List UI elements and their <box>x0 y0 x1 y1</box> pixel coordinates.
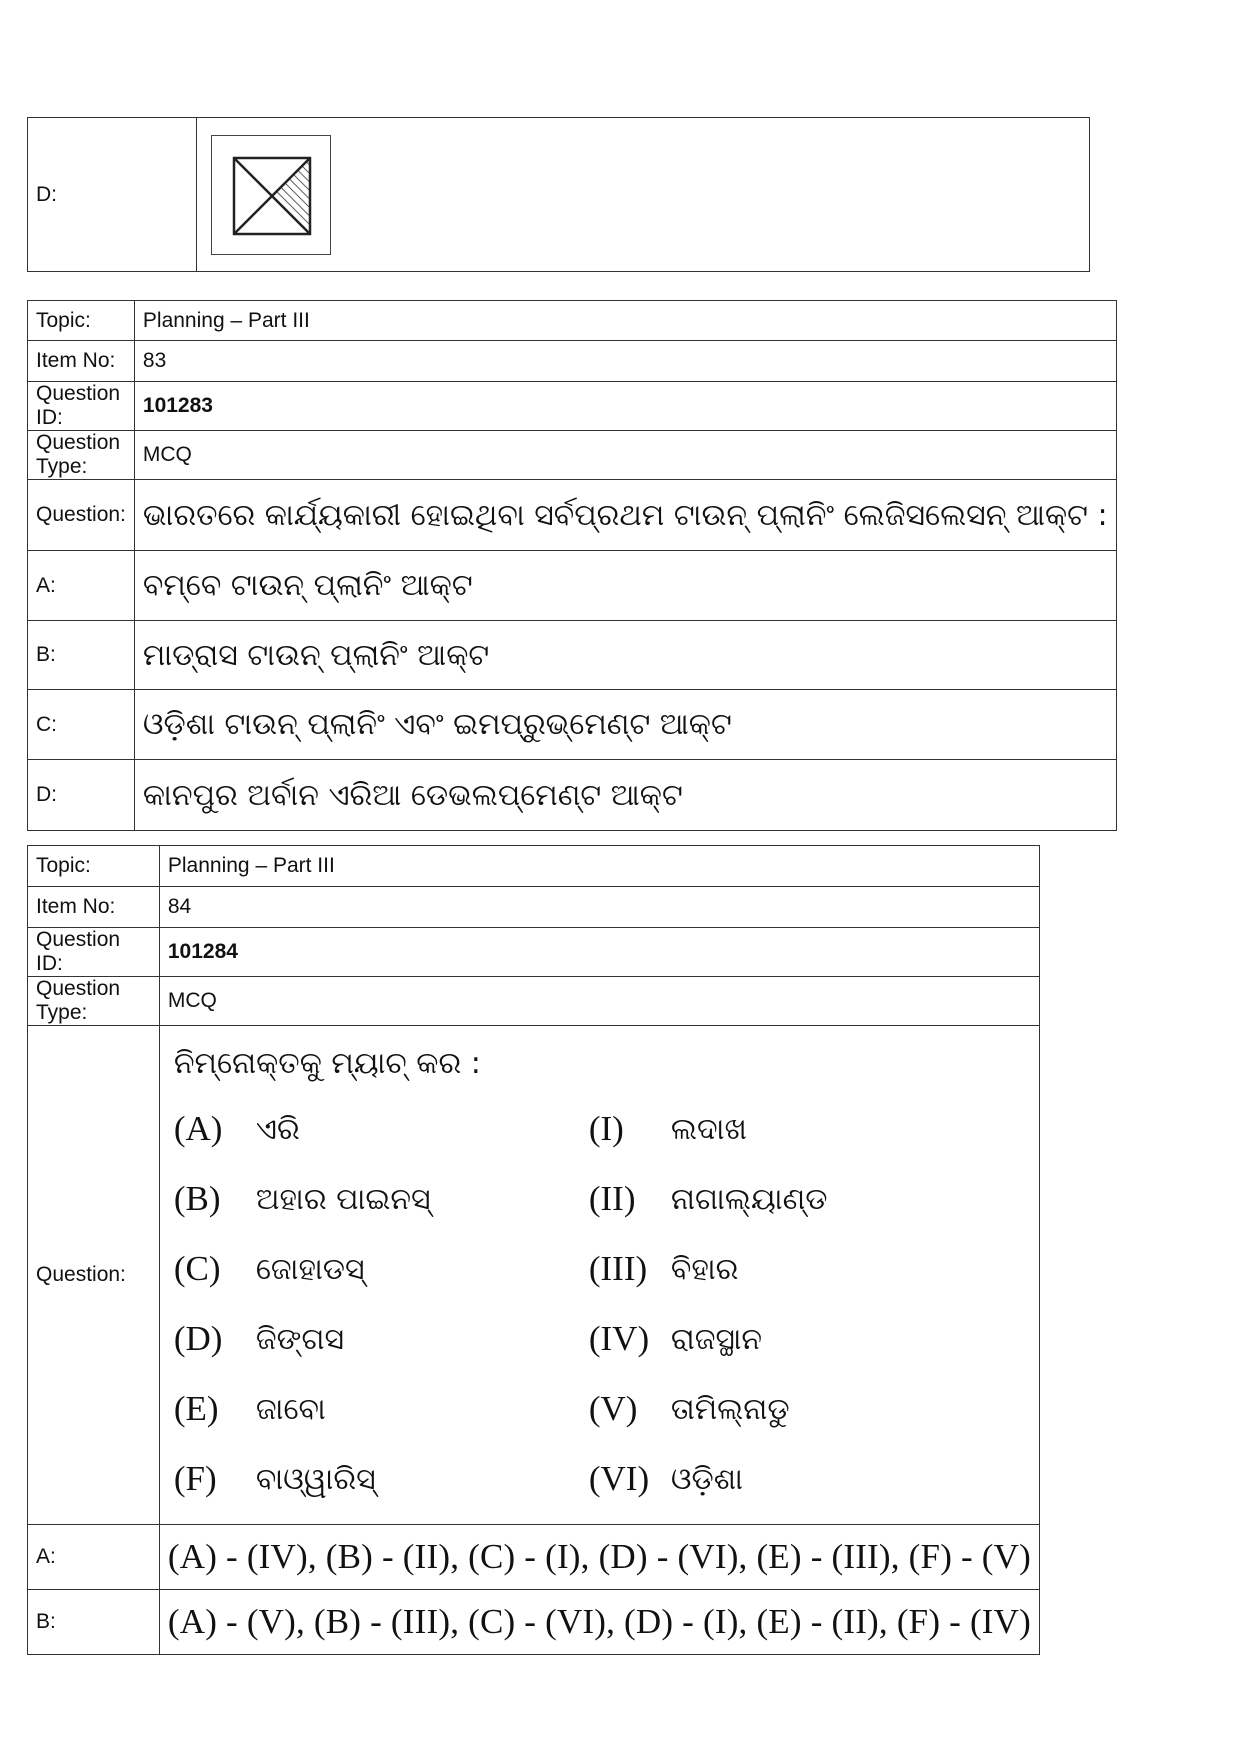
option-a-label: A: <box>28 551 135 621</box>
question-text: ଭାରତରେ କାର୍ଯ୍ୟକାରୀ ହୋଇଥିବା ସର୍ବପ୍ରଥମ ଟାଉନ୍ ପ୍ଲାନିଂ ଲେଜିସଲେସନ୍ ଆକ୍ଟ : <box>134 480 1116 551</box>
question-84-table <box>27 845 1040 1655</box>
match-value: ରାଜସ୍ଥାନ <box>670 1321 763 1357</box>
question-id-label: Question ID: <box>28 382 135 431</box>
match-value: ଜୋହାଡସ୍ <box>255 1251 365 1287</box>
match-row-left <box>174 1234 589 1304</box>
item-no-label: Item No: <box>28 341 135 382</box>
square-with-cross-and-hatched-right-triangle-icon <box>212 136 330 254</box>
match-row-left <box>174 1094 589 1164</box>
match-value: ଲଦାଖ <box>670 1111 747 1147</box>
match-grid <box>174 1094 1025 1514</box>
match-row-left <box>174 1444 589 1514</box>
match-key: (B) <box>173 1179 221 1218</box>
match-row-right <box>589 1234 949 1304</box>
match-key: (D) <box>173 1319 223 1358</box>
question-label: Question: <box>28 480 135 551</box>
match-question-cell <box>159 1026 1039 1525</box>
option-d-text: କାନପୁର ଅର୍ବାନ ଏରିଆ ଡେଭଲପ୍‌ମେଣ୍ଟ ଆକ୍ଟ <box>134 760 1116 831</box>
option-b-label: B: <box>28 621 135 690</box>
topic-value: Planning – Part III <box>134 301 1116 341</box>
match-row-right <box>589 1094 949 1164</box>
question-type-value: MCQ <box>134 431 1116 480</box>
topic-label: Topic: <box>28 301 135 341</box>
question-type-value: MCQ <box>159 977 1039 1026</box>
item-no-label: Item No: <box>28 887 160 928</box>
match-key: (F) <box>173 1459 217 1498</box>
topic-value: Planning – Part III <box>159 846 1039 887</box>
match-key: (C) <box>173 1249 221 1288</box>
match-key: (E) <box>173 1389 219 1428</box>
match-value: ତାମିଲ୍‌ନାଡୁ <box>670 1391 790 1427</box>
match-value: ଅହାର ପାଇନସ୍ <box>255 1181 431 1217</box>
question-label: Question: <box>28 1026 160 1525</box>
option-d-label: D: <box>28 118 197 272</box>
match-key: (VI) <box>588 1459 650 1498</box>
match-value: ଜାବୋ <box>255 1391 326 1427</box>
match-row-left <box>174 1304 589 1374</box>
option-b-text: (A) - (V), (B) - (III), (C) - (VI), (D) - (I), (E) - (II), (F) - (IV) <box>159 1590 1039 1655</box>
option-d-label: D: <box>28 760 135 831</box>
option-a-text: ବମ୍ବେ ଟାଉନ୍ ପ୍ଲାନିଂ ଆକ୍ଟ <box>134 551 1116 621</box>
option-a-label: A: <box>28 1525 160 1590</box>
match-key: (A) <box>173 1109 223 1148</box>
topic-label: Topic: <box>28 846 160 887</box>
question-id-label: Question ID: <box>28 928 160 977</box>
option-c-label: C: <box>28 690 135 760</box>
match-value: ବାଓ୍ୱାରିସ୍ <box>255 1461 376 1497</box>
question-intro-text: ନିମ୍ନୋକ୍ତକୁ ମ୍ୟାଚ୍ କର : <box>173 1045 481 1081</box>
question-intro <box>174 1032 1025 1094</box>
option-c-text: ଓଡ଼ିଶା ଟାଉନ୍ ପ୍ଲାନିଂ ଏବଂ ଇମପ୍ରୁଭ୍‌ମେଣ୍ଟ ଆକ୍ଟ <box>134 690 1116 760</box>
match-value: ଏରି <box>255 1111 300 1147</box>
match-row-left <box>174 1374 589 1444</box>
option-a-text: (A) - (IV), (B) - (II), (C) - (I), (D) - (VI), (E) - (III), (F) - (V) <box>159 1525 1039 1590</box>
option-d-figure-cell <box>197 118 1090 272</box>
match-row-right <box>589 1164 949 1234</box>
match-value: ଓଡ଼ିଶା <box>670 1461 743 1497</box>
match-row-right <box>589 1374 949 1444</box>
match-key: (V) <box>588 1389 638 1428</box>
fragment-table <box>27 117 1090 272</box>
match-value: ଜିଙ୍ଗସ <box>255 1321 345 1357</box>
match-value: ବିହାର <box>670 1251 739 1287</box>
match-row-right <box>589 1444 949 1514</box>
figure-frame <box>211 135 331 255</box>
item-no-value: 83 <box>134 341 1116 382</box>
option-b-text: ମାଡ୍ରାସ ଟାଉନ୍ ପ୍ଲାନିଂ ଆକ୍ଟ <box>134 621 1116 690</box>
question-id-value: 101284 <box>159 928 1039 977</box>
question-id-value: 101283 <box>134 382 1116 431</box>
match-row-left <box>174 1164 589 1234</box>
question-83-table <box>27 300 1117 831</box>
match-key: (III) <box>588 1249 648 1288</box>
question-type-label: Question Type: <box>28 431 135 480</box>
match-key: (IV) <box>588 1319 650 1358</box>
match-key: (II) <box>588 1179 636 1218</box>
match-key: (I) <box>588 1109 624 1148</box>
item-no-value: 84 <box>159 887 1039 928</box>
option-b-label: B: <box>28 1590 160 1655</box>
match-value: ନାଗାଲ୍ୟାଣ୍ଡ <box>670 1181 828 1217</box>
match-row-right <box>589 1304 949 1374</box>
question-type-label: Question Type: <box>28 977 160 1026</box>
